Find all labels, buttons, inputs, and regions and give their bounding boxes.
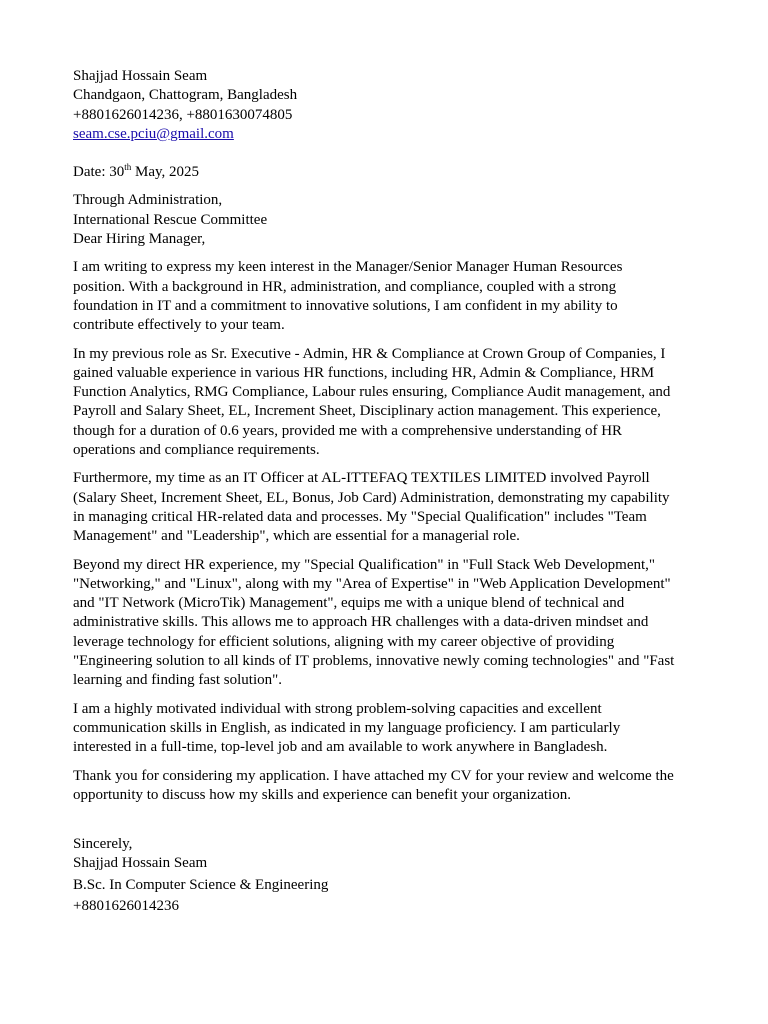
body-paragraph: [73, 345, 703, 461]
paragraph-line: leverage technology for efficient solutions, aligning with my career objective of providing: [73, 633, 615, 650]
recipient-line-1: Through Administration,: [73, 192, 223, 209]
paragraph-line: in managing critical HR-related data and processes. My "Special Qualification" includes "Team: [73, 508, 647, 525]
signature-name: Shajjad Hossain Seam: [73, 855, 208, 872]
paragraph-line: Beyond my direct HR experience, my "Special Qualification" in "Full Stack Web Development,": [73, 556, 656, 573]
paragraph-line: opportunity to discuss how my skills and experience can benefit your organization.: [73, 786, 571, 803]
letter-body: [73, 258, 703, 805]
body-paragraph: [73, 469, 703, 546]
signature-degree: B.Sc. In Computer Science & Engineering: [73, 876, 329, 893]
signature-phone: +8801626014236: [73, 897, 179, 914]
body-paragraph: [73, 556, 703, 691]
paragraph-line: administrative skills. This allows me to approach HR challenges with a data-driven mindset and: [73, 614, 649, 631]
body-paragraph: [73, 767, 703, 806]
paragraph-line: Function Analytics, RMG Compliance, Labour rules ensuring, Compliance Audit management, and: [73, 384, 671, 401]
paragraph-line: communication skills in English, as indicated in my language proficiency. I am particularly: [73, 719, 621, 736]
paragraph-line: interested in a full-time, top-level job and am available to work anywhere in Bangladesh.: [73, 739, 608, 756]
closing: Sincerely,: [73, 836, 133, 853]
paragraph-line: operations and compliance requirements.: [73, 442, 320, 459]
paragraph-line: Management" and "Leadership", which are essential for a managerial role.: [73, 528, 520, 545]
signature-block: [73, 835, 703, 916]
recipient-organization: International Rescue Committee: [73, 211, 268, 228]
paragraph-line: and "IT Network (MicroTik) Management", equips me with a unique blend of technical and: [73, 595, 625, 612]
sender-email-line: [73, 125, 703, 144]
date-rest: May, 2025: [131, 164, 200, 181]
paragraph-line: foundation in IT and a commitment to innovative solutions, I am confident in my ability to: [73, 297, 618, 314]
paragraph-line: In my previous role as Sr. Executive - Admin, HR & Compliance at Crown Group of Companies, I: [73, 345, 666, 362]
sender-block: [73, 67, 703, 144]
date-ordinal: th: [124, 162, 132, 173]
paragraph-line: (Salary Sheet, Increment Sheet, EL, Bonus, Job Card) Administration, demonstrating my capability: [73, 489, 670, 506]
cover-letter: [73, 67, 703, 916]
paragraph-line: Thank you for considering my application. I have attached my CV for your review and welcome the: [73, 767, 674, 784]
sender-address: Chandgaon, Chattogram, Bangladesh: [73, 87, 298, 104]
salutation: Dear Hiring Manager,: [73, 231, 206, 248]
sender-name: Shajjad Hossain Seam: [73, 68, 208, 84]
paragraph-line: gained valuable experience in various HR functions, including HR, Admin & Compliance, HRM: [73, 364, 655, 381]
paragraph-line: contribute effectively to your team.: [73, 317, 285, 334]
paragraph-line: I am writing to express my keen interest in the Manager/Senior Manager Human Resources: [73, 259, 623, 276]
date-line: [73, 163, 703, 182]
sender-email-link[interactable]: seam.cse.pciu@gmail.com: [73, 125, 234, 142]
paragraph-line: position. With a background in HR, administration, and compliance, coupled with a strong: [73, 278, 617, 295]
body-paragraph: [73, 700, 703, 758]
date-prefix: Date: 30: [73, 164, 125, 181]
paragraph-line: "Networking," and "Linux", along with my "Area of Expertise" in "Web Application Development": [73, 575, 671, 592]
paragraph-line: Payroll and Salary Sheet, EL, Increment Sheet, Disciplinary action management. This experience,: [73, 403, 661, 420]
paragraph-line: "Engineering solution to all kinds of IT problems, innovative newly coming technologies" and "Fast: [73, 653, 675, 670]
paragraph-line: I am a highly motivated individual with strong problem-solving capacities and excellent: [73, 700, 602, 717]
paragraph-line: though for a duration of 0.6 years, provided me with a comprehensive understanding of HR: [73, 422, 623, 439]
paragraph-line: Furthermore, my time as an IT Officer at AL-ITTEFAQ TEXTILES LIMITED involved Payroll: [73, 470, 650, 487]
recipient-block: [73, 191, 703, 249]
paragraph-line: learning and finding fast solution".: [73, 672, 283, 689]
sender-phones: +8801626014236, +8801630074805: [73, 106, 293, 123]
body-paragraph: [73, 258, 703, 335]
